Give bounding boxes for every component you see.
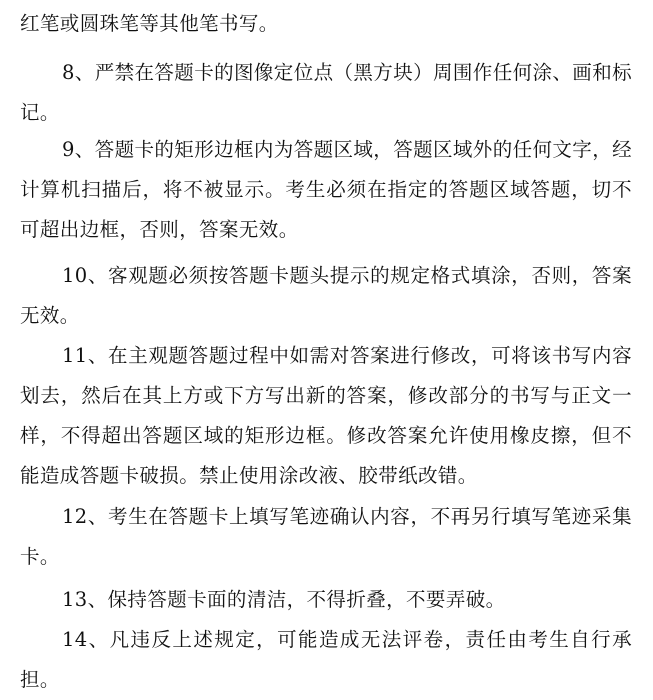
paragraph-11: 11、在主观题答题过程中如需对答案进行修改，可将该书写内容划去，然后在其上方或下方写出新的答案，修改部分的书写与正文一样，不得超出答题区域的矩形边框。修改答案允许使用橡皮擦，但不能造成答题卡破损。禁止使用涂改液、胶带纸改错。 xyxy=(20,344,632,487)
paragraph-12: 12、考生在答题卡上填写笔迹确认内容，不再另行填写笔迹采集卡。 xyxy=(20,505,632,568)
paragraph-7-continuation: 红笔或圆珠笔等其他笔书写。 xyxy=(20,12,279,35)
paragraph-10: 10、客观题必须按答题卡题头提示的规定格式填涂，否则，答案无效。 xyxy=(20,264,632,327)
paragraph-14: 14、凡违反上述规定，可能造成无法评卷，责任由考生自行承担。 xyxy=(20,628,632,691)
paragraph-8: 8、严禁在答题卡的图像定位点（黑方块）周围作任何涂、画和标记。 xyxy=(20,61,633,124)
paragraph-9: 9、答题卡的矩形边框内为答题区域，答题区域外的任何文字，经计算机扫描后，将不被显示。考生必须在指定的答题区域答题，切不可超出边框，否则，答案无效。 xyxy=(20,138,633,241)
paragraph-13: 13、保持答题卡面的清洁，不得折叠，不要弄破。 xyxy=(62,588,506,611)
